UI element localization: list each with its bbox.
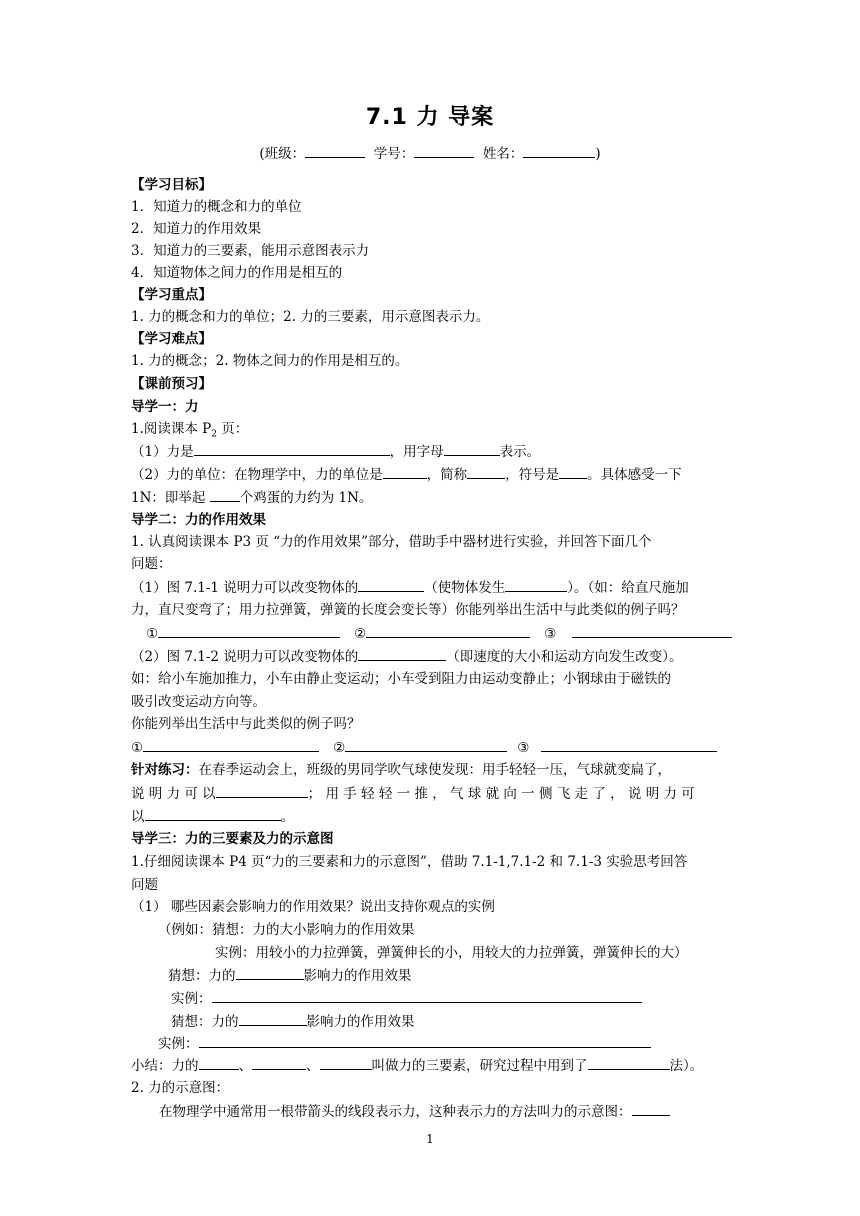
guide-2-q1: （1）图 7.1-1 说明力可以改变物体的 （使物体发生 ）。（如：给直尺施加 — [131, 580, 689, 596]
page-number: 1 — [426, 1132, 434, 1146]
section-difficulty: 【学习难点】 — [131, 331, 212, 347]
guide-3-text: （1） 哪些因素会影响力的作用效果？说出支持你观点的实例 — [131, 899, 495, 915]
practice-text: 针对练习：在春季运动会上，班级的男同学吹气球使发现：用手轻轻一压，气球就变扁了， — [131, 762, 671, 778]
difficulty-text: 1. 力的概念；2. 物体之间力的作用是相互的。 — [131, 353, 409, 369]
example-blanks: ① ② ③ — [146, 624, 732, 643]
section-goals: 【学习目标】 — [131, 177, 212, 193]
guide-1-read: 1.阅读课本 $P_2$ 页： — [131, 421, 249, 440]
guess-line: 猜想：力的 影响力的作用效果 — [168, 968, 412, 984]
doc-title: 7.1 力 导案 — [365, 105, 495, 130]
guide-1-title: 导学一：力 — [131, 399, 199, 415]
guide-3-text: 1.仔细阅读课本 P4 页“力的三要素和力的示意图”，借助 7.1-1,7.1-2 和 7.1-3 实验思考回答 — [131, 854, 688, 870]
guide-2-text: 你能列举出生活中与此类似的例子吗？ — [131, 716, 361, 732]
guide-3-text: 问题 — [131, 877, 158, 893]
guide-2-title: 导学二：力的作用效果 — [131, 512, 266, 528]
section-preview: 【课前预习】 — [131, 376, 212, 392]
goal-item: 4．知道物体之间力的作用是相互的 — [131, 265, 343, 281]
guide-3-text: （例如：猜想：力的大小影响力的作用效果 — [158, 922, 415, 938]
goal-item: 3．知道力的三要素，能用示意图表示力 — [131, 243, 370, 259]
guide-2-text: 1. 认真阅读课本 P3 页 “力的作用效果”部分，借助手中器材进行实验，并回答下面几个 — [131, 534, 652, 550]
summary-line: 小结：力的 、 、 叫做力的三要素，研究过程中用到了 法）。 — [131, 1058, 704, 1074]
guide-2-text: 吸引改变运动方向等。 — [131, 694, 266, 710]
section-2-text: 在物理学中通常用一根带箭头的线段表示力，这种表示力的方法叫力的示意图： — [159, 1102, 670, 1121]
guide-2-q2: （2）图 7.1-2 说明力可以改变物体的 （即速度的大小和运动方向发生改变）。 — [131, 649, 683, 665]
guide-2-text: 力，直尺变弯了；用力拉弹簧，弹簧的长度会变长等）你能列举出生活中与此类似的例子吗？ — [131, 602, 685, 618]
section-key: 【学习重点】 — [131, 287, 212, 303]
practice-text: 说 明 力 可 以 ； 用 手 轻 轻 一 推 ， 气 球 就 向 一 侧 飞 走 了 ， 说 明 力 可 — [131, 786, 695, 802]
goal-item: 2．知道力的作用效果 — [131, 221, 262, 237]
example-blanks: ① ② ③ — [131, 738, 717, 757]
guide-3-text: 实例：用较小的力拉弹簧，弹簧伸长的小，用较大的力拉弹簧，弹簧伸长的大） — [215, 945, 688, 961]
guide-3-title: 导学三：力的三要素及力的示意图 — [131, 831, 334, 847]
guide-2-text: 如：给小车施加推力，小车由静止变运动；小车受到阻力由运动变静止；小钢球由于磁铁的 — [131, 671, 671, 687]
header-info: (班级： 学号： 姓名： ) — [259, 146, 601, 162]
key-text: 1. 力的概念和力的单位；2. 力的三要素，用示意图表示力。 — [131, 309, 490, 325]
guide-1-q2-cont: 1N：即举起 个鸡蛋的力约为 1N。 — [131, 490, 373, 506]
guide-2-text: 问题： — [131, 556, 172, 572]
guess-line: 猜想：力的 影响力的作用效果 — [171, 1014, 415, 1030]
section-2-title: 2. 力的示意图： — [131, 1080, 230, 1096]
goal-item: 1．知道力的概念和力的单位 — [131, 199, 302, 215]
guide-1-q1: （1）力是 ，用字母 表示。 — [131, 444, 541, 460]
example-line: 实例： — [171, 989, 642, 1008]
practice-text: 以 。 — [131, 809, 294, 825]
example-line: 实例： — [158, 1034, 651, 1053]
guide-1-q2: （2）力的单位：在物理学中，力的单位是 ，简称 ，符号是 。具体感受一下 — [131, 467, 682, 483]
